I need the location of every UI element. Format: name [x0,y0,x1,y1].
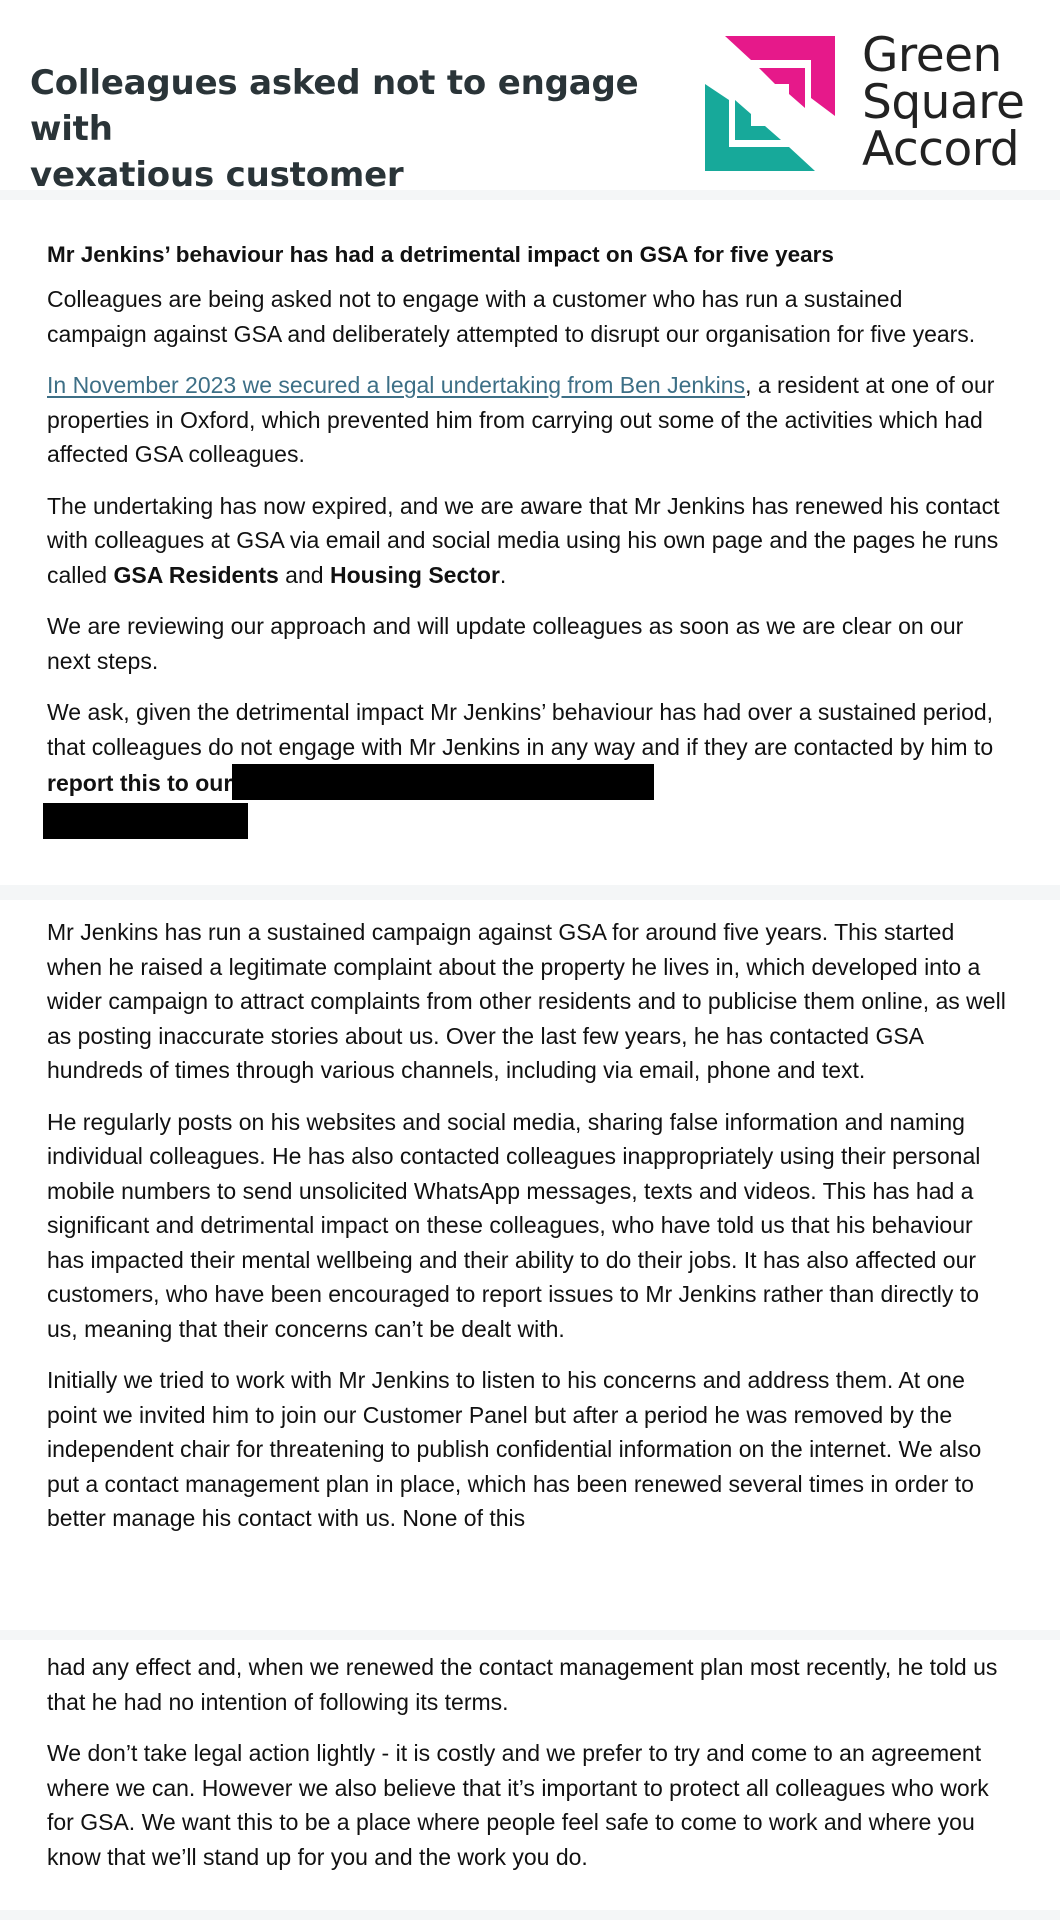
legal-undertaking-link[interactable]: In November 2023 we secured a legal undertaking from Ben Jenkins [47,372,746,398]
paragraph-expired [47,489,1007,593]
article-subhead: Mr Jenkins’ behaviour has had a detrimental impact on GSA for five years [47,242,834,267]
paragraph-request [47,695,1007,839]
housing-sector-page-name: Housing Sector [329,561,500,588]
paragraph-expired-text: The undertaking has now expired, and we are aware that Mr Jenkins has renewed his contact with colleagues at GSA via email and social media using his own page and the pages he runs called [47,492,1000,588]
paragraph-campaign: Mr Jenkins has run a sustained campaign against GSA for around five years. This started when he raised a legitimate complaint about the property he lives in, which developed into a wider campaign to attract complaints from other residents and to publicise them online, as well as posting inaccurate stories about us. Over the last few years, he has contacted GSA hundreds of times through various channels, including via email, phone and text. [47,919,1006,1083]
article-body-part-2 [47,915,1007,1553]
paragraph-legal-action: We don’t take legal action lightly - it is costly and we prefer to try and come to an agreement where we can. However we also believe that it’s important to protect all colleagues who work for GSA. We want this to be a place where people feel safe to come to work and where you know that we’ll stand up for you and the work you do. [47,1740,989,1870]
paragraph-initially: Initially we tried to work with Mr Jenkins to listen to his concerns and address them. At one point we invited him to join our Customer Panel but after a period he was removed by the independent chair for threatening to publish confidential information on the internet. We also put a contact management plan in place, which has been renewed several times in order to better manage his contact with us. None of this [47,1367,982,1531]
headline-line-1: Colleagues asked not to engage with [30,63,639,149]
article-panel-3 [0,1640,1060,1910]
headline [30,60,710,198]
paragraph-request-text: We ask, given the detrimental impact Mr Jenkins’ behaviour has had over a sustained period, that colleagues do not engage with Mr Jenkins in any way and if they are contacted by him to [47,699,994,760]
gsa-residents-page-name: GSA Residents [113,561,279,588]
article-body-part-1 [47,238,1007,856]
paragraph-expired-end: . [499,561,507,588]
logo-word-square: Square [862,75,1025,130]
header [0,0,1060,195]
green-square-accord-logo-icon [705,36,835,171]
article-panel-2 [0,900,1060,1630]
report-instruction: report this to our [47,770,233,796]
article-panel-1 [0,200,1060,885]
redaction-bar [232,764,654,800]
paragraph-undertaking [47,368,1007,472]
logo-wordmark [862,28,1052,177]
logo-word-accord: Accord [862,122,1020,177]
redaction-bar [43,803,248,839]
paragraph-no-effect: had any effect and, when we renewed the contact management plan most recently, he told us that he had no intention of following its terms. [47,1654,998,1715]
logo-word-green: Green [862,28,1002,83]
paragraph-undertaking-text: , a resident at one of our properties in Oxford, which prevented him from carrying out some of the activities which had affected GSA colleagues. [47,372,995,467]
headline-line-2: vexatious customer [30,155,404,195]
article-body-part-3 [47,1650,1007,1891]
paragraph-expired-and: and [278,561,330,588]
paragraph-reviewing: We are reviewing our approach and will update colleagues as soon as we are clear on our next steps. [47,613,964,674]
paragraph-intro: Colleagues are being asked not to engage with a customer who has run a sustained campaign against GSA and deliberately attempted to disrupt our organisation for five years. [47,286,976,347]
paragraph-posts: He regularly posts on his websites and social media, sharing false information and naming individual colleagues. He has also contacted colleagues inappropriately using their personal mobile numbers to send unsolicited WhatsApp messages, texts and videos. This has had a significant and detrimental impact on these colleagues, who have told us that his behaviour has impacted their mental wellbeing and their ability to do their jobs. It has also affected our customers, who have been encouraged to report issues to Mr Jenkins rather than directly to us, meaning that their concerns can’t be dealt with. [47,1108,981,1342]
